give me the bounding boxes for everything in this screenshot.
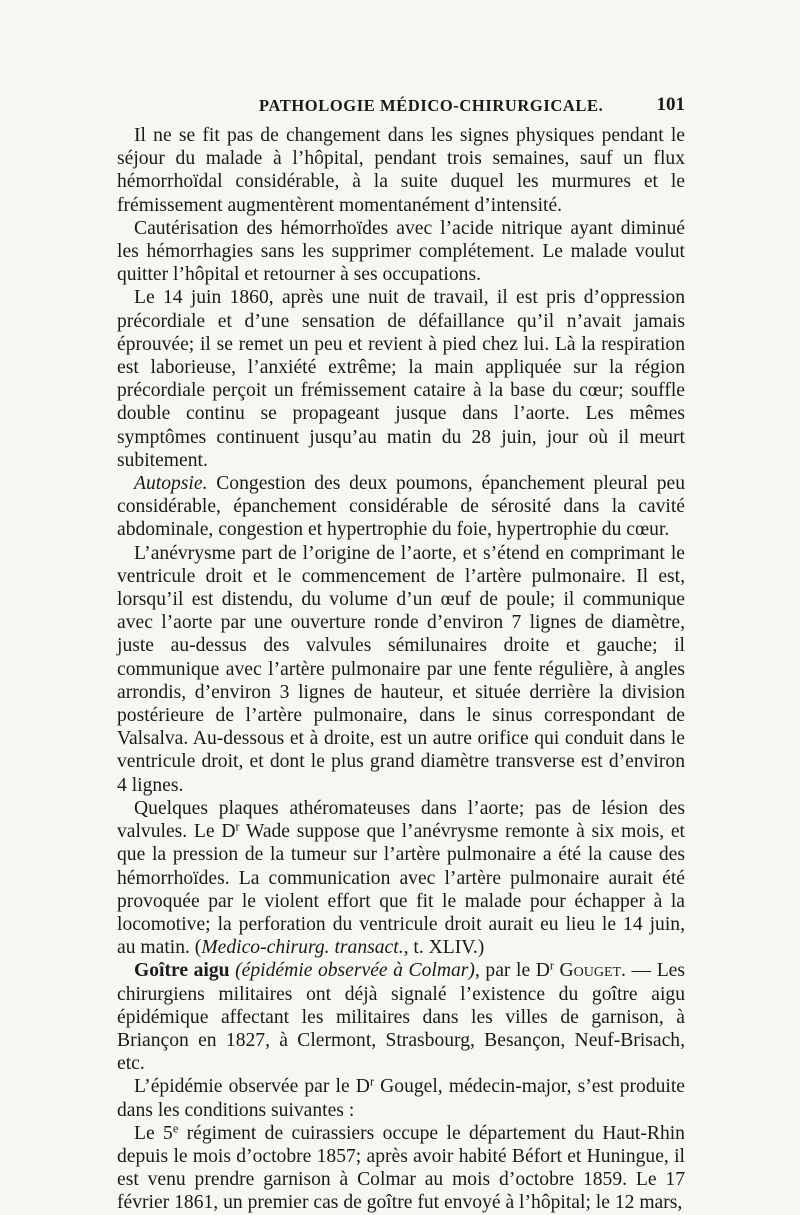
paragraph-text: Le 14 juin 1860, après une nuit de travail, il est pris d’oppression précordiale et d’une sensation de défaillance qu’il n’avait jamais éprouvée; il se remet un peu et revient à pied chez lui. Là la respiration est laborieuse, l’anxiété extrême; la main appliquée sur la région précordiale perçoit un frémissement cataire à la base du cœur; souffle double continu se propageant jusque dans l’aorte. Les mêmes symptômes continuent jusqu’au matin du 28 juin, jour où il meurt subitement.	[117, 287, 685, 471]
paragraph	[117, 1075, 685, 1121]
paragraph-text: L’épidémie observée par le D	[134, 1076, 370, 1098]
paragraph	[117, 286, 685, 472]
paragraph-text: — Les chirurgiens militaires ont déjà signalé l’existence du goître aigu épidémique affectant les militaires dans les villes de garnison, à Briançon en 1827, à Clermont, Strasbourg, Besançon, Neuf-Brisach, etc.	[117, 960, 685, 1075]
superscript: r	[549, 958, 554, 973]
paragraph-text: , par le D	[474, 960, 550, 982]
paragraph-autopsie	[117, 472, 685, 542]
page-number: 101	[656, 94, 685, 115]
paragraph	[117, 797, 685, 959]
autopsie-label: Autopsie.	[134, 473, 208, 495]
page-header	[117, 96, 685, 122]
paragraph-text: Cautérisation des hémorrhoïdes avec l’acide nitrique ayant diminué les hémorrhagies sans les supprimer complétement. Le malade voulut quitter l’hôpital et retourner à ses occupations.	[117, 217, 685, 286]
superscript: r	[235, 819, 240, 834]
section-title: Goître aigu	[134, 960, 230, 982]
section-goitre-aigu	[117, 959, 685, 1075]
paragraph-text: L’anévrysme part de l’origine de l’aorte, et s’étend en comprimant le ventricule droit et le commencement de l’artère pulmonaire. Il est, lorsqu’il est distendu, du volume d’un œuf de poule; il communique avec l’aorte par une ouverture ronde d’environ 7 lignes de diamètre, juste au-dessus des valvules sémilunaires droite et gauche; il communique avec l’artère pulmonaire par une fente régulière, à angles arrondis, d’environ 3 lignes de hauteur, et située derrière la division postérieure de l’artère pulmonaire, dans le sinus correspondant de Valsalva. Au-dessous et à droite, est un autre orifice qui conduit dans le ventricule droit, et dont le plus grand diamètre transverse est d’environ 4 lignes.	[117, 542, 685, 796]
paragraph-text: régiment de cuirassiers occupe le département du Haut-Rhin depuis le mois d’octobre 1857; après avoir habité Béfort et Huningue, il est venu prendre garnison à Colmar au mois d’octobre 1859. Le 17 février 1861, un premier cas de goître fut envoyé à l’hôpital; le 12 mars,	[117, 1122, 685, 1214]
author-name: Gouget.	[553, 960, 626, 982]
paragraph-text: Gougel, médecin-major, s’est produite dans les conditions suivantes :	[117, 1076, 685, 1121]
paragraph-text: Il ne se fit pas de changement dans les signes physiques pendant le séjour du malade à l’hôpital, pendant trois semaines, sauf un flux hémorrhoïdal considérable, à la suite duquel les murmures et le frémissement augmentèrent momentanément d’intensité.	[117, 125, 685, 216]
paragraph	[117, 1122, 685, 1215]
paragraph-text: Le 5	[134, 1122, 173, 1144]
paragraph	[117, 542, 685, 797]
running-title: PATHOLOGIE MÉDICO-CHIRURGICALE.	[259, 96, 604, 115]
superscript: e	[172, 1121, 179, 1136]
paragraph	[117, 124, 685, 217]
paragraph-text: Quelques plaques athéromateuses dans l’aorte; pas de lésion des valvules. Le D	[117, 797, 685, 843]
paragraph-text: Congestion des deux poumons, épanchement pleural peu considérable, épanchement considérable de sérosité dans la cavité abdominale, congestion et hypertrophie du foie, hypertrophie du cœur.	[117, 473, 686, 541]
paragraph-text: Wade suppose que l’anévrysme remonte à six mois, et que la pression de la tumeur sur l’artère pulmonaire a été la cause des hémorrhoïdes. La communication avec l’artère pulmonaire aurait été provoquée par le violent effort que fit le malade pour échapper à la locomotive; la perforation du ventricule droit aurait eu lieu le 14 juin, au matin. (	[117, 821, 685, 959]
paragraph	[117, 217, 685, 287]
body-text	[117, 124, 685, 1215]
superscript: r	[369, 1074, 374, 1089]
citation-reference: Medico-chirurg. transact.,	[201, 937, 409, 959]
section-subtitle: (épidémie observée à Colmar)	[235, 960, 475, 982]
paragraph-text: t. XLIV.)	[408, 937, 485, 959]
